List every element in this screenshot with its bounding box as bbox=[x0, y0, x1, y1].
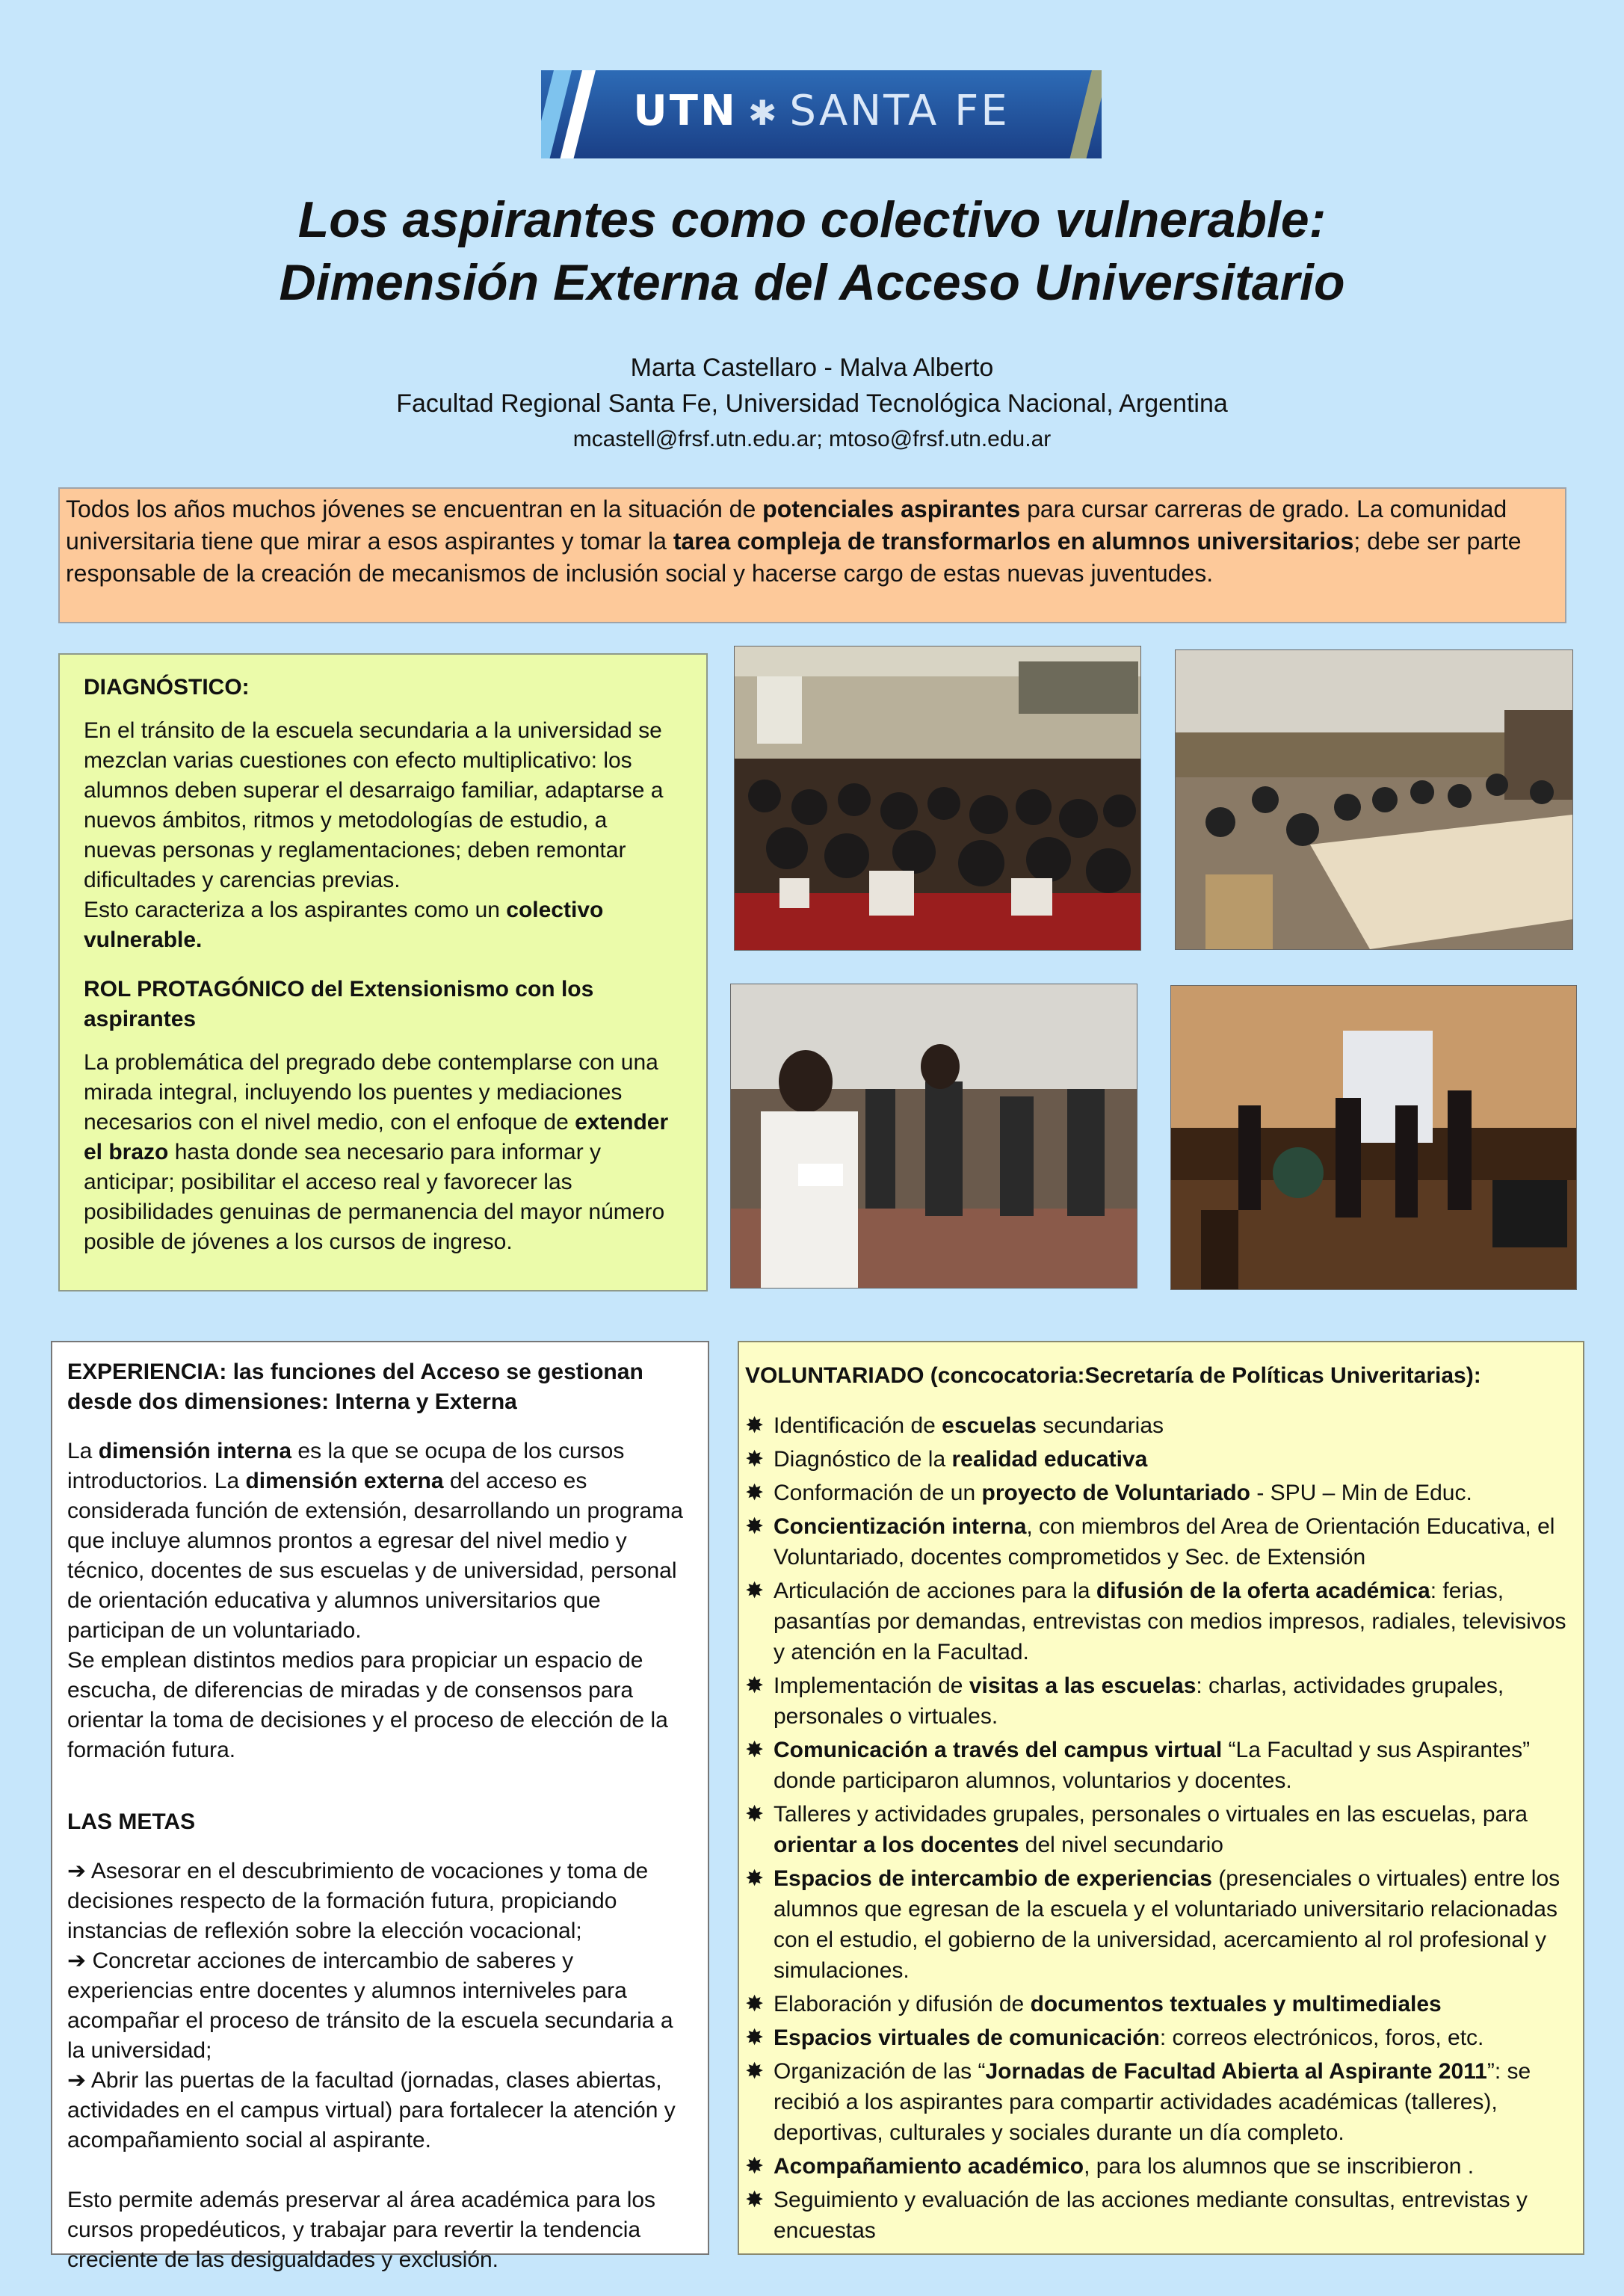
list-item bbox=[745, 1444, 1577, 1475]
author-emails: mcastell@frsf.utn.edu.ar; mtoso@frsf.utn.edu.ar bbox=[572, 427, 1052, 451]
intro-bold: potenciales aspirantes bbox=[762, 496, 1021, 522]
item-text: Talleres y actividades grupales, personales o virtuales en las escuelas, para bbox=[774, 1802, 1528, 1827]
arrow-right-icon: ➔ bbox=[67, 2068, 87, 2093]
intro-box bbox=[58, 487, 1566, 623]
item-text: “La Facultad y sus Aspirantes” donde participaron alumnos, voluntarios y docentes. bbox=[774, 1738, 1531, 1793]
poster-title bbox=[105, 188, 1519, 314]
star-bullet-icon: ✸ bbox=[745, 2059, 765, 2084]
star-bullet-icon: ✸ bbox=[745, 1738, 765, 1762]
list-item bbox=[745, 1670, 1577, 1732]
list-item bbox=[745, 1799, 1577, 1860]
item-text: Articulación de acciones para la bbox=[774, 1578, 1096, 1603]
list-item bbox=[745, 1735, 1577, 1796]
metas-heading: LAS METAS bbox=[67, 1809, 196, 1834]
author-affiliation: Facultad Regional Santa Fe, Universidad Tecnológica Nacional, Argentina bbox=[396, 389, 1228, 418]
experiencia-bold: dimensión interna bbox=[98, 1439, 292, 1463]
experiencia-box bbox=[51, 1341, 709, 2272]
item-bold: orientar a los docentes bbox=[774, 1833, 1019, 1857]
authors-block bbox=[105, 350, 1519, 457]
item-text: secundarias bbox=[1036, 1413, 1164, 1438]
list-item bbox=[745, 1478, 1577, 1508]
item-text: Conformación de un bbox=[774, 1481, 982, 1505]
experiencia-text: del acceso es considerada función de extensión, desarrollando un programa que incluye alumnos prontos a egresar del nivel medio y técnico, docentes de sus escuelas y de universidad, personal de orientación educativa y alumnos universitarios que participan de un voluntariado. bbox=[67, 1469, 683, 1643]
photo-hallway bbox=[730, 984, 1137, 1289]
list-item bbox=[745, 2185, 1577, 2246]
item-bold: visitas a las escuelas bbox=[969, 1673, 1197, 1698]
photo-auditorium bbox=[734, 646, 1141, 951]
star-bullet-icon: ✸ bbox=[745, 1514, 765, 1539]
metas-item bbox=[67, 1946, 693, 2066]
item-text: : ferias, pasantías por demandas, entrevistas con medios impresos, radiales, televisivos y atención en la Facultad. bbox=[774, 1578, 1566, 1664]
metas-closing: Esto permite además preservar al área académica para los cursos propedéuticos, y trabajar para revertir la tendencia creciente de las desigualdades y exclusión. bbox=[67, 2188, 656, 2272]
item-text: : charlas, actividades grupales, personales o virtuales. bbox=[774, 1673, 1504, 1729]
diagnostico-text: En el tránsito de la escuela secundaria a la universidad se mezclan varias cuestiones con efecto multiplicativo: los alumnos deben superar el desarraigo familiar, adaptarse a nuevos ámbitos, ritmos y metodologías de estudio, a nuevas personas y reglamentaciones; deben remontar dificultades y carencias previas. bbox=[84, 718, 664, 892]
item-text: Elaboración y difusión de bbox=[774, 1992, 1031, 2016]
item-bold: Espacios de intercambio de experiencias bbox=[774, 1866, 1212, 1891]
experiencia-bold: dimensión externa bbox=[245, 1469, 444, 1493]
diagnostico-heading: DIAGNÓSTICO: bbox=[84, 675, 250, 700]
star-bullet-icon: ✸ bbox=[745, 1866, 765, 1891]
list-item bbox=[745, 1410, 1577, 1441]
diagnostico-bold: colectivo vulnerable. bbox=[84, 898, 604, 952]
rol-paragraph bbox=[84, 1048, 682, 1257]
list-item bbox=[745, 1511, 1577, 1573]
experiencia-paragraph bbox=[67, 1436, 693, 1765]
list-item bbox=[745, 2022, 1577, 2053]
list-item bbox=[745, 2056, 1577, 2148]
utn-star-icon: ✱ bbox=[747, 93, 779, 133]
photo-classroom bbox=[1175, 649, 1573, 950]
star-bullet-icon: ✸ bbox=[745, 2154, 765, 2179]
logo-text bbox=[541, 87, 1102, 135]
list-item bbox=[745, 1576, 1577, 1667]
diagnostico-text-2: Esto caracteriza a los aspirantes como un bbox=[84, 898, 507, 922]
arrow-right-icon: ➔ bbox=[67, 1948, 87, 1973]
rol-text: hasta donde sea necesario para informar y anticipar; posibilitar el acceso real y favorecer las posibilidades genuinas de permanencia del mayor número posible de jóvenes a los cursos de ingreso. bbox=[84, 1140, 665, 1254]
item-bold: Espacios virtuales de comunicación bbox=[774, 2025, 1160, 2050]
item-bold: Acompañamiento académico bbox=[774, 2154, 1084, 2179]
item-bold: Comunicación a través del campus virtual bbox=[774, 1738, 1223, 1762]
item-text: - SPU – Min de Educ. bbox=[1250, 1481, 1472, 1505]
logo-utn: UTN bbox=[633, 87, 738, 135]
rol-bold: extender el brazo bbox=[84, 1110, 669, 1164]
item-bold: Concientización interna bbox=[774, 1514, 1027, 1539]
star-bullet-icon: ✸ bbox=[745, 1802, 765, 1827]
metas-item-text: Concretar acciones de intercambio de saberes y experiencias entre docentes y alumnos interniveles para acompañar el proceso de tránsito de la escuela secundaria a la universidad; bbox=[67, 1948, 673, 2063]
star-bullet-icon: ✸ bbox=[745, 2188, 765, 2212]
item-text: (presenciales o virtuales) entre los alumnos que egresan de la escuela y el voluntariado universitario relacionadas con el estudio, el gobierno de la universidad, acercamiento al rol profesional y simulaciones. bbox=[774, 1866, 1560, 1983]
diagnostico-box bbox=[58, 653, 708, 1292]
item-text: ”: se recibió a los aspirantes para compartir actividades académicas (talleres), deportivas, culturales y sociales durante un día completo. bbox=[774, 2059, 1531, 2145]
list-item bbox=[745, 1863, 1577, 1986]
metas-item-text: Asesorar en el descubrimiento de vocaciones y toma de decisiones respecto de la formación futura, propiciando instancias de reflexión sobre la elección vocacional; bbox=[67, 1859, 649, 1943]
item-bold: Jornadas de Facultad Abierta al Aspirante 2011 bbox=[985, 2059, 1487, 2084]
metas-item bbox=[67, 2066, 693, 2155]
star-bullet-icon: ✸ bbox=[745, 1413, 765, 1438]
star-bullet-icon: ✸ bbox=[745, 2025, 765, 2050]
metas-item bbox=[67, 1857, 693, 1946]
star-bullet-icon: ✸ bbox=[745, 1578, 765, 1603]
experiencia-heading: EXPERIENCIA: las funciones del Acceso se gestionan desde dos dimensiones: Interna y Externa bbox=[67, 1360, 643, 1414]
item-bold: difusión de la oferta académica bbox=[1096, 1578, 1430, 1603]
star-bullet-icon: ✸ bbox=[745, 1481, 765, 1505]
item-text: del nivel secundario bbox=[1019, 1833, 1223, 1857]
title-line-2: Dimensión Externa del Acceso Universitario bbox=[279, 254, 1345, 311]
utn-santa-fe-logo bbox=[541, 70, 1102, 158]
item-bold: proyecto de Voluntariado bbox=[981, 1481, 1250, 1505]
experiencia-text: La bbox=[67, 1439, 99, 1463]
item-text: : correos electrónicos, foros, etc. bbox=[1159, 2025, 1484, 2050]
list-item bbox=[745, 2151, 1577, 2182]
logo-santa-fe: SANTA FE bbox=[789, 87, 1010, 135]
intro-text: ; debe ser parte responsable de la creación de mecanismos de inclusión social y hacerse cargo de estas nuevas juventudes. bbox=[66, 528, 1522, 587]
rol-heading: ROL PROTAGÓNICO del Extensionismo con los aspirantes bbox=[84, 977, 594, 1031]
author-names: Marta Castellaro - Malva Alberto bbox=[630, 354, 994, 382]
intro-text: para cursar carreras de grado. La comunidad universitaria tiene que mirar a esos aspirantes y tomar la bbox=[66, 496, 1507, 555]
voluntariado-box bbox=[738, 1341, 1584, 2255]
diagnostico-paragraph bbox=[84, 716, 682, 955]
intro-text: Todos los años muchos jóvenes se encuentran en la situación de bbox=[66, 496, 763, 522]
item-text: , para los alumnos que se inscribieron . bbox=[1084, 2154, 1475, 2179]
list-item bbox=[745, 1989, 1577, 2019]
title-line-1: Los aspirantes como colectivo vulnerable: bbox=[297, 191, 1327, 248]
experiencia-text: Se emplean distintos medios para propiciar un espacio de escucha, de diferencias de miradas y de consensos para orientar la toma de decisiones y el proceso de elección de la formación futura. bbox=[67, 1648, 668, 1762]
intro-bold: tarea compleja de transformarlos en alumnos universitarios bbox=[673, 528, 1354, 555]
arrow-right-icon: ➔ bbox=[67, 1859, 87, 1883]
experiencia-text: es la que se ocupa de los cursos introductorios. La bbox=[67, 1439, 625, 1493]
photo-band bbox=[1170, 985, 1577, 1290]
item-text: Identificación de bbox=[774, 1413, 942, 1438]
item-text: Implementación de bbox=[774, 1673, 969, 1698]
item-text: Diagnóstico de la bbox=[774, 1447, 952, 1472]
star-bullet-icon: ✸ bbox=[745, 1673, 765, 1698]
item-text: Organización de las “ bbox=[774, 2059, 986, 2084]
star-bullet-icon: ✸ bbox=[745, 1447, 765, 1472]
metas-item-text: Abrir las puertas de la facultad (jornadas, clases abiertas, actividades en el campus virtual) para fortalecer la atención y acompañamiento social al aspirante. bbox=[67, 2068, 676, 2152]
item-bold: realidad educativa bbox=[951, 1447, 1148, 1472]
rol-text: La problemática del pregrado debe contemplarse con una mirada integral, incluyendo los puentes y mediaciones necesarios con el nivel medio, con el enfoque de bbox=[84, 1050, 658, 1135]
voluntariado-heading: VOLUNTARIADO (concocatoria:Secretaría de Políticas Univeritarias): bbox=[745, 1363, 1481, 1388]
voluntariado-list bbox=[745, 1410, 1577, 2246]
item-text: Seguimiento y evaluación de las acciones mediante consultas, entrevistas y encuestas bbox=[774, 2188, 1528, 2243]
item-bold: documentos textuales y multimediales bbox=[1030, 1992, 1442, 2016]
star-bullet-icon: ✸ bbox=[745, 1992, 765, 2016]
item-bold: escuelas bbox=[942, 1413, 1037, 1438]
item-text: , con miembros del Area de Orientación Educativa, el Voluntariado, docentes comprometidos y Sec. de Extensión bbox=[774, 1514, 1555, 1570]
